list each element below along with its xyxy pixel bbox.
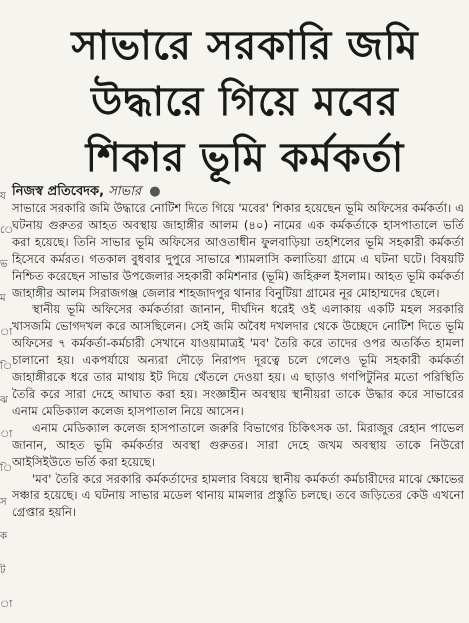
margin-char: া [0, 599, 13, 610]
article-paragraph: সাভারে সরকারি জমি উদ্ধারে নোটিশ দিতে গিয়ে 'মবের' শিকার হয়েছেন ভূমি অফিসের কর্মকর্তা। এ ঘটনায় গুরুতর আহত অবস্থায় জাহাঙ্গীর আলম (৪০) নামের এক কর্মকর্তাকে হাসপাতালে ভর্তি করা হয়েছে। তিনি সাভার ভূমি অফিসের আওতাধীন ফুলবাড়িয়া তহশিলের ভূমি সহকারী কর্মকর্তা হিসেবে কর্মরত। গতকাল বুধবার দুপুরে সাভারে শ্যামলাসি কলাতিয়া গ্রামে এ ঘটনা ঘটে। বিষয়টি নিশ্চিত করেছেন সাভার উপজেলার সহকারী কমিশনার (ভূমি) জহিরুল ইসলাম। আহত ভূমি কর্মকর্তা জাহাঙ্গীর আলম সিরাজগঞ্জ জেলার শাহজাদপুর থানার বিনুটিয়া গ্রামের নূর মোহাম্মদের ছেলে। [12, 201, 464, 300]
bullet-icon: ● [149, 184, 161, 199]
article-paragraph: এনাম মেডিক্যাল কলেজ হাসপাতালে জরুরি বিভাগের চিকিৎসক ডা. মিরাজুর রেহান পাভেল জানান, আহত ভূমি কর্মকর্তার অবস্থা গুরুতর। সারা দেহে জখম অবস্থায় তাকে নিউরো আইসিইউতে ভর্তি করা হয়েছে। [12, 420, 464, 469]
byline-location: সাভার [108, 184, 142, 199]
article-paragraph: স্থানীয় ভূমি অফিসের কর্মকর্তারা জানান, দীর্ঘদিন ধরেই ওই এলাকায় একটি মহল সরকারি খাসজমি ভোগদখল করে আসছিলেন। সেই জমি অবৈধ দখলদার থেকে উচ্ছেদে নোটিশ দিতে ভূমি অফিসের ৭ কর্মকর্তা-কর্মচারী সেখানে যাওয়ামাত্রই 'মব' তৈরি করে তাদের ওপর অতর্কিত হামলা চালানো হয়। একপর্যায়ে অন্যরা দৌড়ে নিরাপদ দূরত্বে চলে গেলেও ভূমি সহকারী কর্মকর্তা জাহাঙ্গীরকে ধরে তার মাথায় ইট দিয়ে থেঁতলে দেওয়া হয়। এ ছাড়াও গণপিটুনির মতো পরিস্থিতি তৈরি করে সারা দেহে আঘাত করা হয়। সংজ্ঞাহীন অবস্থায় স্থানীয়রা তাকে উদ্ধার করে সাভারের এনাম মেডিক্যাল কলেজ হাসপাতাল নিয়ে আসেন। [12, 302, 464, 418]
margin-char: ক [0, 531, 7, 542]
byline-reporter: নিজস্ব প্রতিবেদক, [12, 184, 105, 199]
headline-line-2: উদ্ধারে গিয়ে মবের [91, 79, 399, 125]
article-paragraph: 'মব' তৈরি করে সরকারি কর্মকর্তাদের হামলার বিষয়ে স্থানীয় কর্মকর্তা কর্মচারীদের মাঝে ক্ষোভের সঞ্চার হয়েছে। এ ঘটনায় সাভার মডেল থানায় মামলার প্রস্তুতি চলছে। তবে জড়িতের কেউ এখনো গ্রেপ্তার হয়নি। [12, 471, 464, 520]
margin-char: ম [0, 293, 6, 304]
margin-char: ি [0, 361, 13, 372]
margin-char: ি [0, 463, 13, 474]
headline-line-3: শিকার ভূমি কর্মকর্তা [85, 135, 405, 181]
margin-char: া [0, 327, 13, 338]
article-body [12, 200, 464, 521]
margin-char: স [0, 497, 7, 508]
margin-char: য [0, 191, 6, 202]
margin-char: ঝ [0, 395, 8, 406]
margin-char: ভ [0, 259, 8, 270]
margin-char: ে [0, 225, 14, 236]
adjacent-column-fragment [0, 180, 14, 623]
margin-char: া [0, 429, 13, 440]
headline [30, 18, 460, 186]
headline-line-1: সাভারে সরকারি জমি [71, 23, 419, 69]
margin-char: ট [0, 565, 6, 576]
